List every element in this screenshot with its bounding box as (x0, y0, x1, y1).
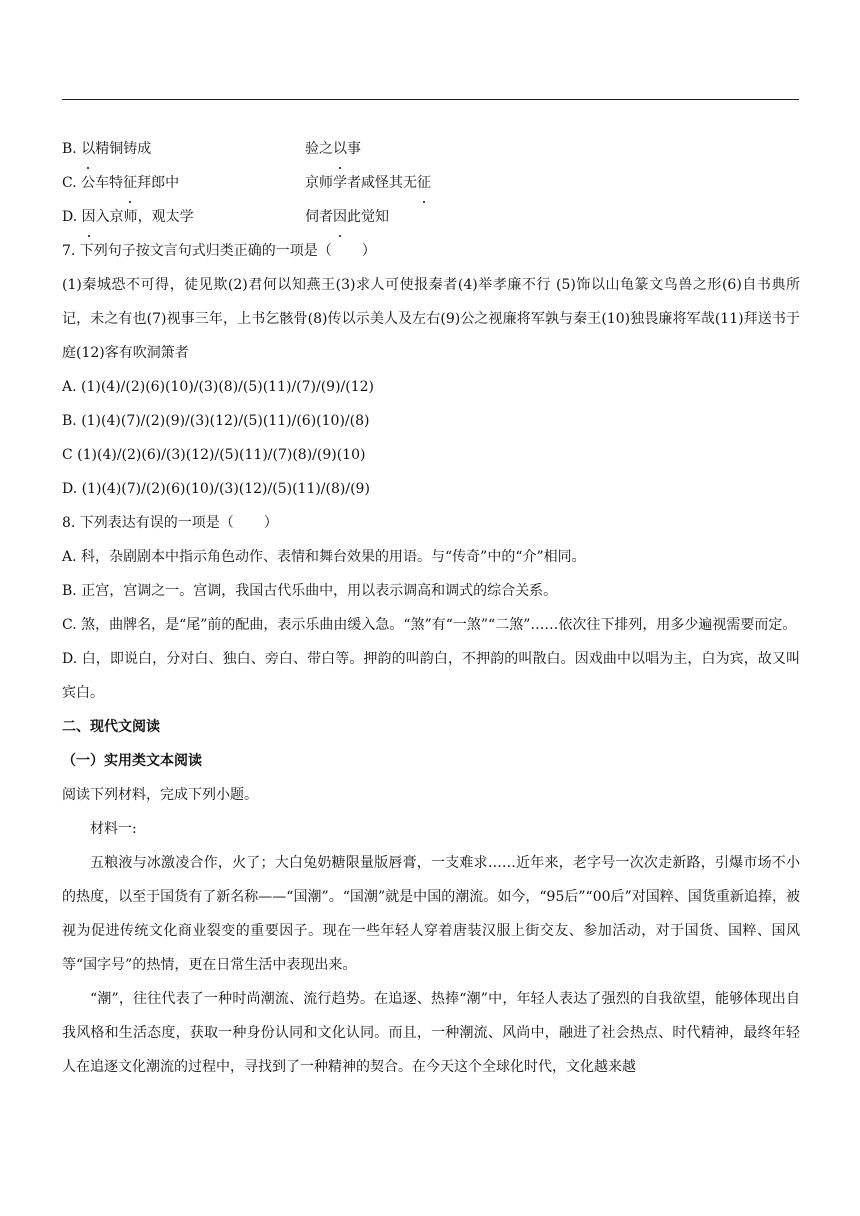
q8-option-d: D. 白，即说白，分对白、独白、旁白、带白等。押韵的叫韵白，不押韵的叫散白。因戏曲中以唱为主，白为宾，故又叫宾白。 (62, 651, 800, 701)
header-rule (62, 99, 799, 100)
emphasis-dot: 征 (417, 166, 431, 200)
material-label: 材料一: (90, 821, 137, 837)
material-paragraph-1: 五粮液与冰激凌合作，火了；大白兔奶糖限量版唇膏，一支难求……近年来，老字号一次次走新路，引爆市场不小的热度，以至于国货有了新名称——“国潮”。“国潮”就是中国的潮流。如今，“95后”“00后”对国粹、国货重新追捧，被视为促进传统文化商业裂变的重要因子。现在一些年轻人穿着唐装汉服上街交友、参加活动，对于国货、国粹、国风等“国字号”的热情，更在日常生活中表现出来。 (62, 855, 800, 973)
q6-option-c: C. 公车特征拜郎中 京师学者咸怪其无征 (62, 166, 800, 200)
material-paragraph-2: “潮”，往往代表了一种时尚潮流、流行趋势。在追逐、热捧“潮”中，年轻人表达了强烈的自我欲望，能够体现出自我风格和生活态度，获取一种身份认同和文化认同。而且，一种潮流、风尚中，融进了社会热点、时代精神，最终年轻人在追逐文化潮流的过程中，寻找到了一种精神的契合。在今天这个全球化时代，文化越来越 (62, 991, 800, 1075)
emphasis-dot: 以 (333, 132, 347, 166)
q8-stem: 8. 下列表达有误的一项是（ ） (62, 515, 278, 531)
q8-option-c: C. 煞，曲牌名，是“尾”前的配曲，表示乐曲由缓入急。“煞”有“一煞”“二煞”……依次往下排列，用多少遍视需要而定。 (62, 617, 797, 633)
q8-option-a: A. 科，杂剧剧本中指示角色动作、表情和舞台效果的用语。与“传奇”中的“介”相同。 (62, 549, 586, 565)
emphasis-dot: 因 (82, 200, 96, 234)
q7-option-c: C (1)(4)/(2)(6)/(3)(12)/(5)(11)/(7)(8)/(9)(10) (62, 447, 366, 463)
emphasis-dot: 征 (123, 166, 137, 200)
q7-sentences: (1)秦城恐不可得，徒见欺(2)君何以知燕王(3)求人可使报秦者(4)举孝廉不行 (5)饰以山龟篆文鸟兽之形(6)自书典所记，未之有也(7)视事三年，上书乞骸骨(8)传以示美人及左右(9)公之视廉将军孰与秦王(10)独畏廉将军哉(11)拜送书于庭(12)客有吹洞箫者 (62, 277, 800, 361)
q6-option-b: B. 以精铜铸成 验之以事 (62, 132, 800, 166)
q7-option-b: B. (1)(4)(7)/(2)(9)/(3)(12)/(5)(11)/(6)(10)/(8) (62, 413, 370, 429)
emphasis-dot: 以 (81, 132, 95, 166)
q7-option-d: D. (1)(4)(7)/(2)(6)(10)/(3)(12)/(5)(11)/(8)/(9) (62, 481, 370, 497)
q8-option-b: B. 正宫，宫调之一。宫调，我国古代乐曲中，用以表示调高和调式的综合关系。 (62, 583, 558, 599)
document-body (62, 132, 800, 1084)
q7-stem: 7. 下列句子按文言句式归类正确的一项是（ ） (62, 243, 376, 259)
q7-option-a: A. (1)(4)/(2)(6)(10)/(3)(8)/(5)(11)/(7)/(9)/(12) (62, 379, 375, 395)
reading-instruction: 阅读下列材料，完成下列小题。 (62, 787, 258, 803)
section-title: 二、现代文阅读 (62, 719, 160, 735)
q6-option-d: D. 因入京师，观太学 伺者因此觉知 (62, 200, 800, 234)
section-subtitle: （一）实用类文本阅读 (62, 753, 202, 769)
emphasis-dot: 因 (333, 200, 347, 234)
